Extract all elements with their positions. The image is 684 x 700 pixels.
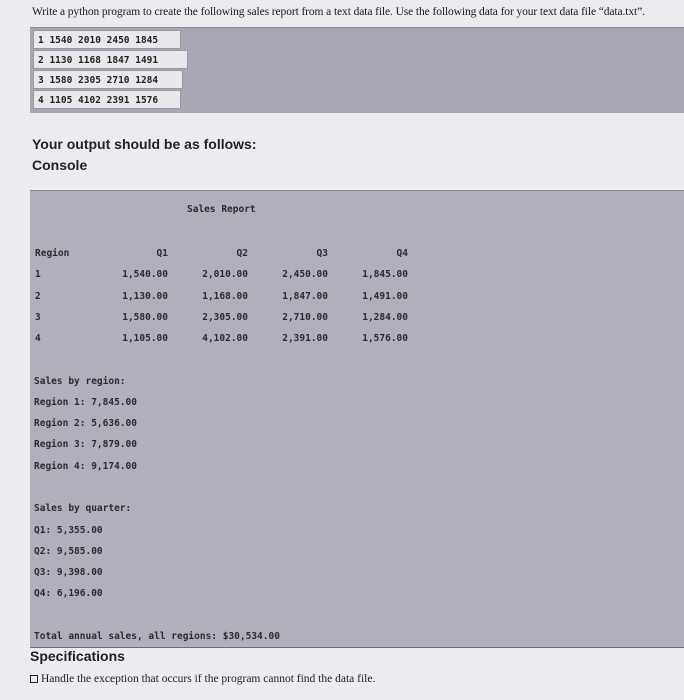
quarter-total: Q1: 5,355.00 xyxy=(34,525,103,536)
by-quarter-title: Sales by quarter: xyxy=(34,503,132,514)
annual-total: Total annual sales, all regions: $30,534.00 xyxy=(34,631,280,642)
row-cell: 1,576.00 xyxy=(362,333,408,344)
console-output xyxy=(30,190,684,648)
row-cell: 1,105.00 xyxy=(122,333,168,344)
row-cell: 1,130.00 xyxy=(122,291,168,302)
output-heading: Your output should be as follows: xyxy=(32,136,257,152)
data-line: 2 1130 1168 1847 1491 xyxy=(33,50,188,69)
data-file-box xyxy=(30,27,684,113)
row-cell: 2,450.00 xyxy=(282,269,328,280)
row-region: 1 xyxy=(35,269,41,280)
row-cell: 1,580.00 xyxy=(122,312,168,323)
row-cell: 2,305.00 xyxy=(202,312,248,323)
row-region: 4 xyxy=(35,333,41,344)
data-line: 4 1105 4102 2391 1576 xyxy=(33,90,181,109)
header-q3: Q3 xyxy=(316,248,328,259)
row-cell: 1,847.00 xyxy=(282,291,328,302)
row-cell: 1,284.00 xyxy=(362,312,408,323)
region-total: Region 2: 5,636.00 xyxy=(34,418,137,429)
quarter-total: Q2: 9,585.00 xyxy=(34,546,103,557)
row-region: 3 xyxy=(35,312,41,323)
report-title: Sales Report xyxy=(187,204,256,215)
row-cell: 2,710.00 xyxy=(282,312,328,323)
row-cell: 2,010.00 xyxy=(202,269,248,280)
header-region: Region xyxy=(35,248,70,259)
header-q2: Q2 xyxy=(236,248,248,259)
row-cell: 1,845.00 xyxy=(362,269,408,280)
region-total: Region 4: 9,174.00 xyxy=(34,461,137,472)
row-cell: 1,540.00 xyxy=(122,269,168,280)
quarter-total: Q4: 6,196.00 xyxy=(34,588,103,599)
specifications-title: Specifications xyxy=(30,648,125,664)
specification-text: Handle the exception that occurs if the program cannot find the data file. xyxy=(41,673,376,685)
row-cell: 1,491.00 xyxy=(362,291,408,302)
row-region: 2 xyxy=(35,291,41,302)
header-q4: Q4 xyxy=(396,248,408,259)
region-total: Region 1: 7,845.00 xyxy=(34,397,137,408)
by-region-title: Sales by region: xyxy=(34,376,126,387)
quarter-total: Q3: 9,398.00 xyxy=(34,567,103,578)
specification-item xyxy=(30,673,375,685)
data-line: 3 1580 2305 2710 1284 xyxy=(33,70,183,89)
row-cell: 4,102.00 xyxy=(202,333,248,344)
region-total: Region 3: 7,879.00 xyxy=(34,439,137,450)
row-cell: 1,168.00 xyxy=(202,291,248,302)
row-cell: 2,391.00 xyxy=(282,333,328,344)
intro-text: Write a python program to create the following sales report from a text data file. Use the following data for your text data file “data.txt”. xyxy=(32,6,645,18)
checkbox-icon xyxy=(30,675,38,683)
console-heading: Console xyxy=(32,157,88,173)
data-line: 1 1540 2010 2450 1845 xyxy=(33,30,181,49)
header-q1: Q1 xyxy=(156,248,168,259)
